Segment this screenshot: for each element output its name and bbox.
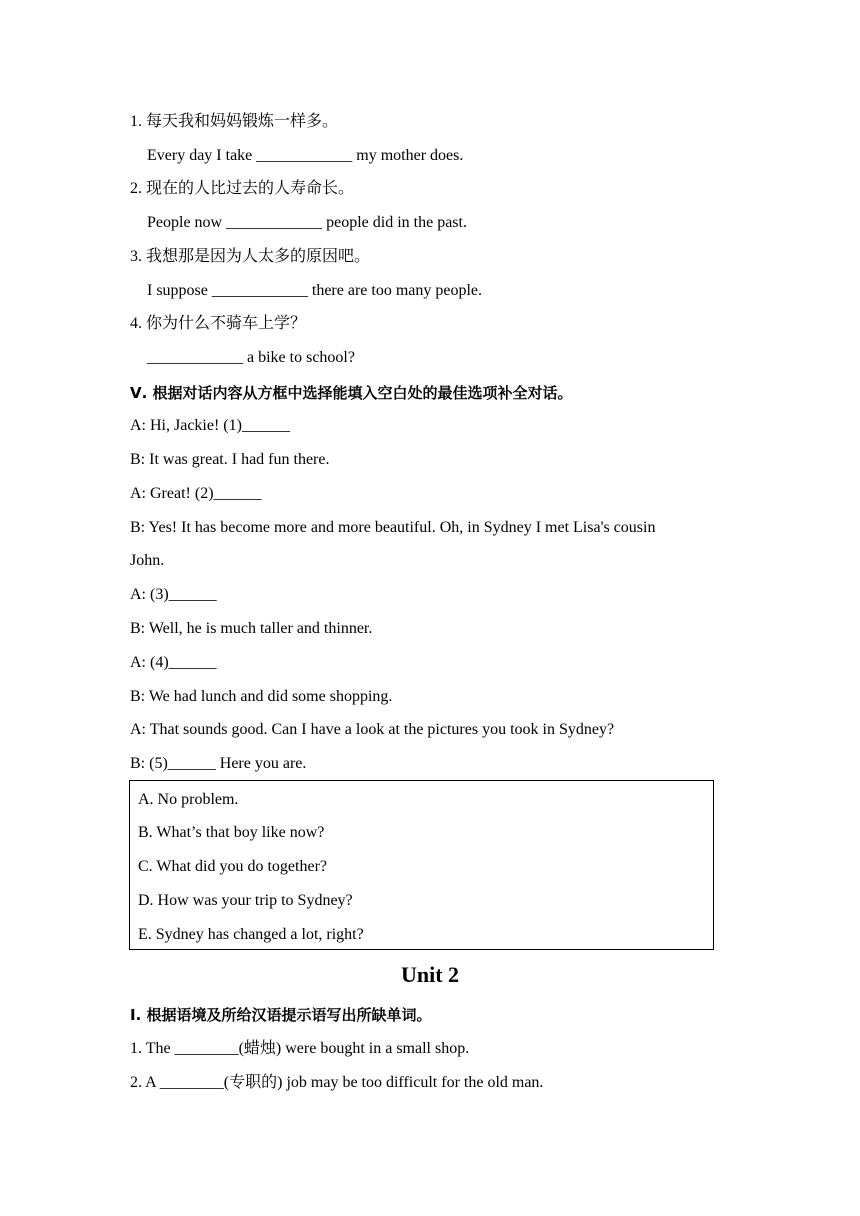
translation-item-4-english: ____________ a bike to school? xyxy=(147,349,355,366)
translation-item-2-chinese: 2. 现在的人比过去的人寿命长。 xyxy=(130,180,355,197)
options-box xyxy=(129,780,714,950)
translation-item-1-chinese: 1. 每天我和妈妈锻炼一样多。 xyxy=(130,113,339,130)
translation-item-1-english: Every day I take ____________ my mother does. xyxy=(147,147,464,164)
option-b: B. What’s that boy like now? xyxy=(138,824,325,841)
dialogue-line: B: It was great. I had fun there. xyxy=(130,451,330,468)
dialogue-line: A: (3)______ xyxy=(130,586,217,603)
unit2-item-1: 1. The ________(蜡烛) were bought in a small shop. xyxy=(130,1040,470,1057)
dialogue-line: B: We had lunch and did some shopping. xyxy=(130,688,393,705)
dialogue-line: A: Hi, Jackie! (1)______ xyxy=(130,417,290,434)
unit2-section-heading: Ⅰ. 根据语境及所给汉语提示语写出所缺单词。 xyxy=(130,1006,432,1024)
dialogue-line: John. xyxy=(130,552,165,569)
option-e: E. Sydney has changed a lot, right? xyxy=(138,926,364,943)
unit-title: Unit 2 xyxy=(400,962,460,987)
option-a: A. No problem. xyxy=(138,791,239,808)
dialogue-line: B: Yes! It has become more and more beautiful. Oh, in Sydney I met Lisa's cousin xyxy=(130,519,656,536)
translation-item-4-chinese: 4. 你为什么不骑车上学？ xyxy=(130,315,307,332)
translation-item-3-english: I suppose ____________ there are too many people. xyxy=(147,282,483,299)
dialogue-line: B: Well, he is much taller and thinner. xyxy=(130,620,373,637)
translation-item-2-english: People now ____________ people did in the past. xyxy=(147,214,467,231)
dialogue-line: B: (5)______ Here you are. xyxy=(130,755,307,772)
translation-item-3-chinese: 3. 我想那是因为人太多的原因吧。 xyxy=(130,248,371,265)
option-d: D. How was your trip to Sydney? xyxy=(138,892,353,909)
unit2-item-2: 2. A ________(专职的) job may be too difficult for the old man. xyxy=(130,1074,544,1091)
dialogue-line: A: (4)______ xyxy=(130,654,217,671)
dialogue-section-heading: Ⅴ. 根据对话内容从方框中选择能填入空白处的最佳选项补全对话。 xyxy=(130,384,573,402)
dialogue-line: A: Great! (2)______ xyxy=(130,485,262,502)
dialogue-line: A: That sounds good. Can I have a look at the pictures you took in Sydney? xyxy=(130,721,615,738)
option-c: C. What did you do together? xyxy=(138,858,327,875)
